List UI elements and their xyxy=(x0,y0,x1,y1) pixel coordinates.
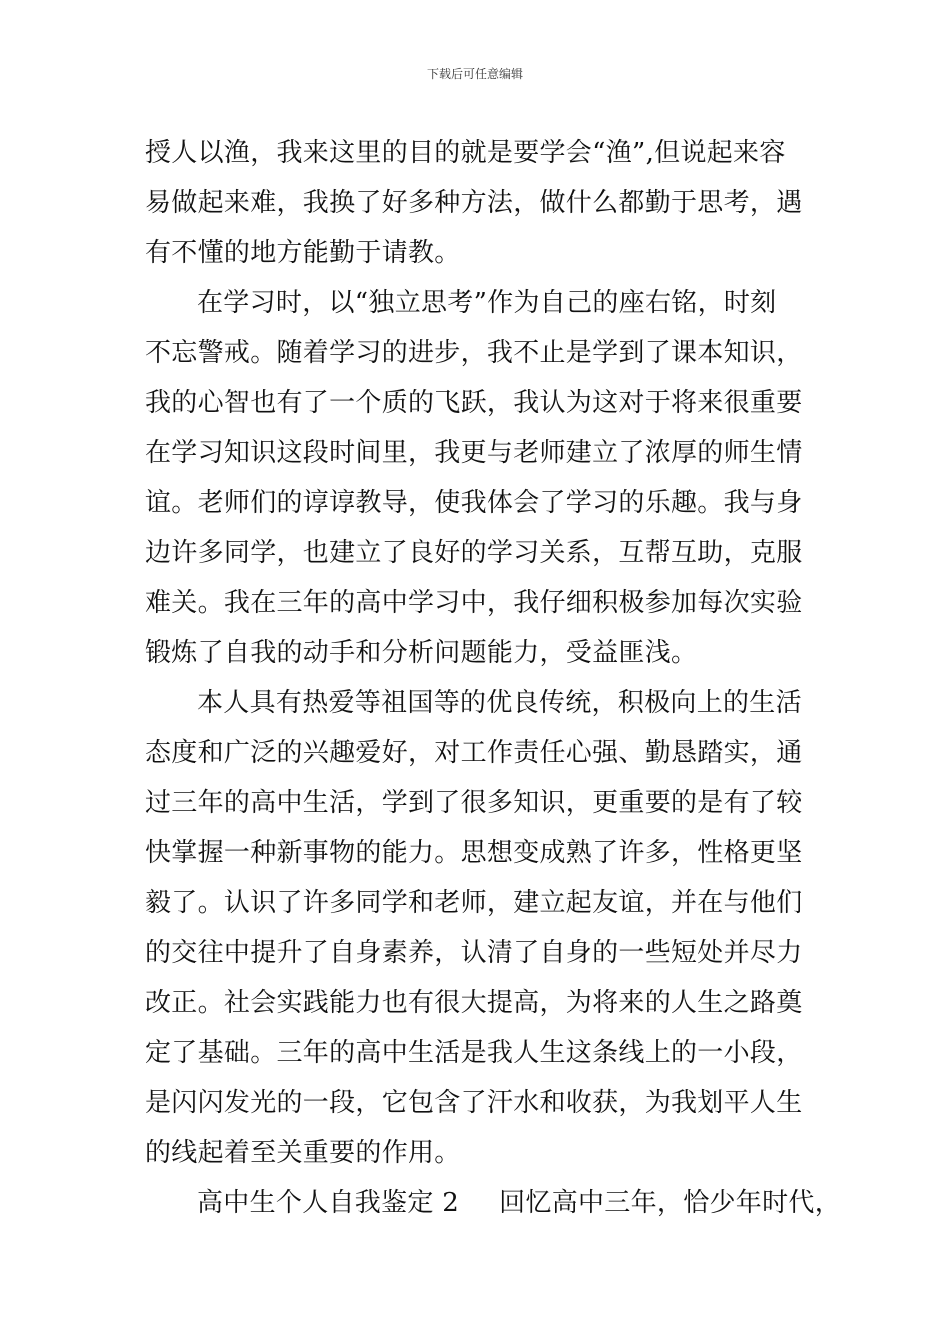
text-line: 毅了。认识了许多同学和老师，建立起友谊，并在与他们 xyxy=(145,888,803,918)
section-heading: 高中生个人自我鉴定 2 xyxy=(197,1188,460,1218)
text-line: 在学习知识这段时间里，我更与老师建立了浓厚的师生情 xyxy=(145,438,803,468)
document-body xyxy=(145,128,842,1228)
text-line: 难关。我在三年的高中学习中，我仔细积极参加每次实验 xyxy=(145,588,803,618)
text-line: 定了基础。三年的高中生活是我人生这条线上的一小段， xyxy=(145,1038,803,1068)
paragraph-start-line: 本人具有热爱等祖国等的优良传统，积极向上的生活 xyxy=(197,688,802,718)
section-heading-line xyxy=(145,1178,842,1228)
text-line: 授人以渔，我来这里的目的就是要学会“渔”,但说起来容 xyxy=(145,138,786,168)
text-line: 改正。社会实践能力也有很大提高，为将来的人生之路奠 xyxy=(145,988,803,1018)
page-header: 下载后可任意编辑 xyxy=(426,67,523,81)
paragraph-start-line: 在学习时，以“独立思考”作为自己的座右铭，时刻 xyxy=(197,288,777,318)
text-line: 快掌握一种新事物的能力。思想变成熟了许多，性格更坚 xyxy=(145,838,803,868)
text-line: 不忘警戒。随着学习的进步，我不止是学到了课本知识， xyxy=(145,338,803,368)
text-line: 过三年的高中生活，学到了很多知识，更重要的是有了较 xyxy=(145,788,803,818)
text-line: 有不懂的地方能勤于请教。 xyxy=(145,238,461,268)
text-line: 锻炼了自我的动手和分析问题能力，受益匪浅。 xyxy=(145,638,698,668)
text-line: 是闪闪发光的一段，它包含了汗水和收获，为我划平人生 xyxy=(145,1088,803,1118)
text-line: 的交往中提升了自身素养，认清了自身的一些短处并尽力 xyxy=(145,938,803,968)
section-opening-text: 回忆高中三年，恰少年时代， xyxy=(499,1188,842,1218)
text-line: 易做起来难，我换了好多种方法，做什么都勤于思考，遇 xyxy=(145,188,803,218)
text-line: 边许多同学，也建立了良好的学习关系，互帮互助，克服 xyxy=(145,538,803,568)
text-line: 态度和广泛的兴趣爱好，对工作责任心强、勤恳踏实，通 xyxy=(145,738,803,768)
text-line: 的线起着至关重要的作用。 xyxy=(145,1138,461,1168)
text-line: 谊。老师们的谆谆教导，使我体会了学习的乐趣。我与身 xyxy=(145,488,803,518)
text-line: 我的心智也有了一个质的飞跃，我认为这对于将来很重要 xyxy=(145,388,803,418)
